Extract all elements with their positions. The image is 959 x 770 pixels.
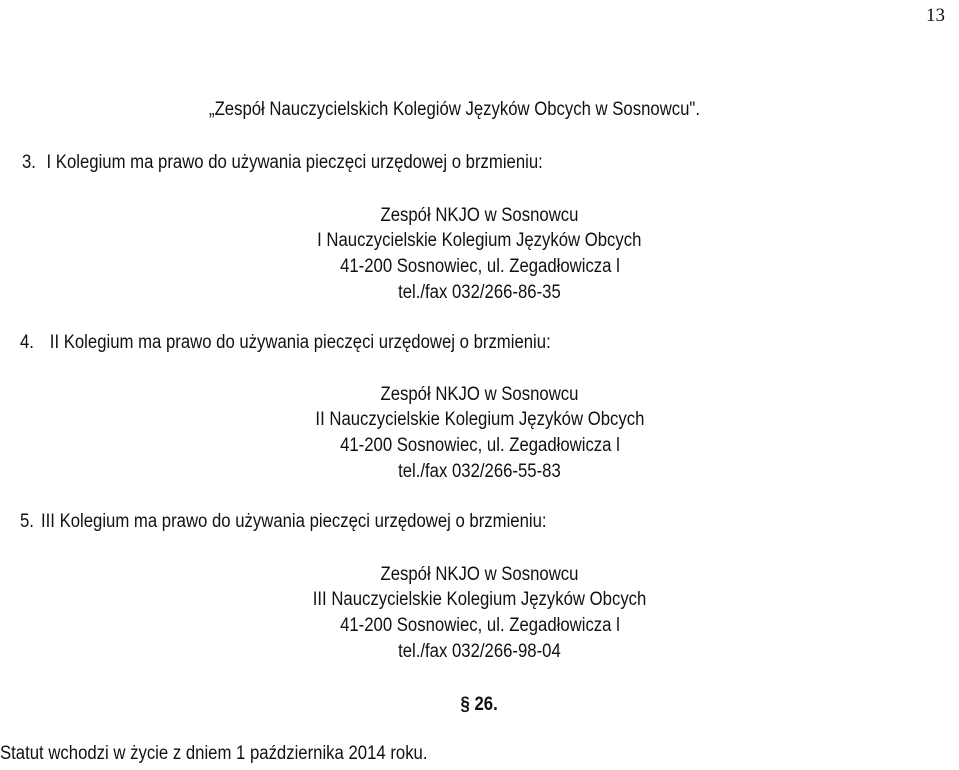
stamp-line: III Nauczycielskie Kolegium Języków Obcych (312, 589, 647, 610)
section-number: 4. (20, 332, 34, 353)
stamp-line: tel./fax 032/266-98-04 (398, 641, 561, 662)
stamp-kolegium-2 (0, 384, 959, 482)
section-number: 5. (20, 511, 34, 532)
stamp-line: II Nauczycielskie Kolegium Języków Obcych (315, 409, 644, 430)
section-text: II Kolegium ma prawo do używania pieczęci urzędowej o brzmieniu: (49, 332, 551, 353)
page-number: 13 (926, 5, 945, 26)
stamp-kolegium-3 (0, 564, 959, 662)
stamp-kolegium-1 (0, 205, 959, 303)
intro-quote: „Zespół Nauczycielskich Kolegiów Języków Obcych w Sosnowcu". (209, 99, 701, 120)
stamp-line: Zespół NKJO w Sosnowcu (380, 564, 579, 585)
section-4 (20, 333, 623, 352)
stamp-line: I Nauczycielskie Kolegium Języków Obcych (317, 230, 642, 251)
stamp-line: tel./fax 032/266-55-83 (398, 461, 561, 482)
stamp-line: 41-200 Sosnowiec, ul. Zegadłowicza l (339, 615, 620, 636)
section-number: 3. (22, 152, 36, 173)
section-5 (20, 512, 618, 531)
section-text: III Kolegium ma prawo do używania pieczęci urzędowej o brzmieniu: (40, 511, 547, 532)
section-text: I Kolegium ma prawo do używania pieczęci urzędowej o brzmieniu: (46, 152, 543, 173)
stamp-line: tel./fax 032/266-86-35 (398, 282, 561, 303)
stamp-line: 41-200 Sosnowiec, ul. Zegadłowicza l (339, 435, 620, 456)
closing-statement: Statut wchodzi w życie z dniem 1 października 2014 roku. (0, 743, 428, 764)
section-3 (22, 153, 614, 172)
stamp-line: Zespół NKJO w Sosnowcu (380, 205, 579, 226)
stamp-line: Zespół NKJO w Sosnowcu (380, 384, 579, 405)
paragraph-heading: § 26. (460, 694, 499, 715)
stamp-line: 41-200 Sosnowiec, ul. Zegadłowicza l (339, 256, 620, 277)
